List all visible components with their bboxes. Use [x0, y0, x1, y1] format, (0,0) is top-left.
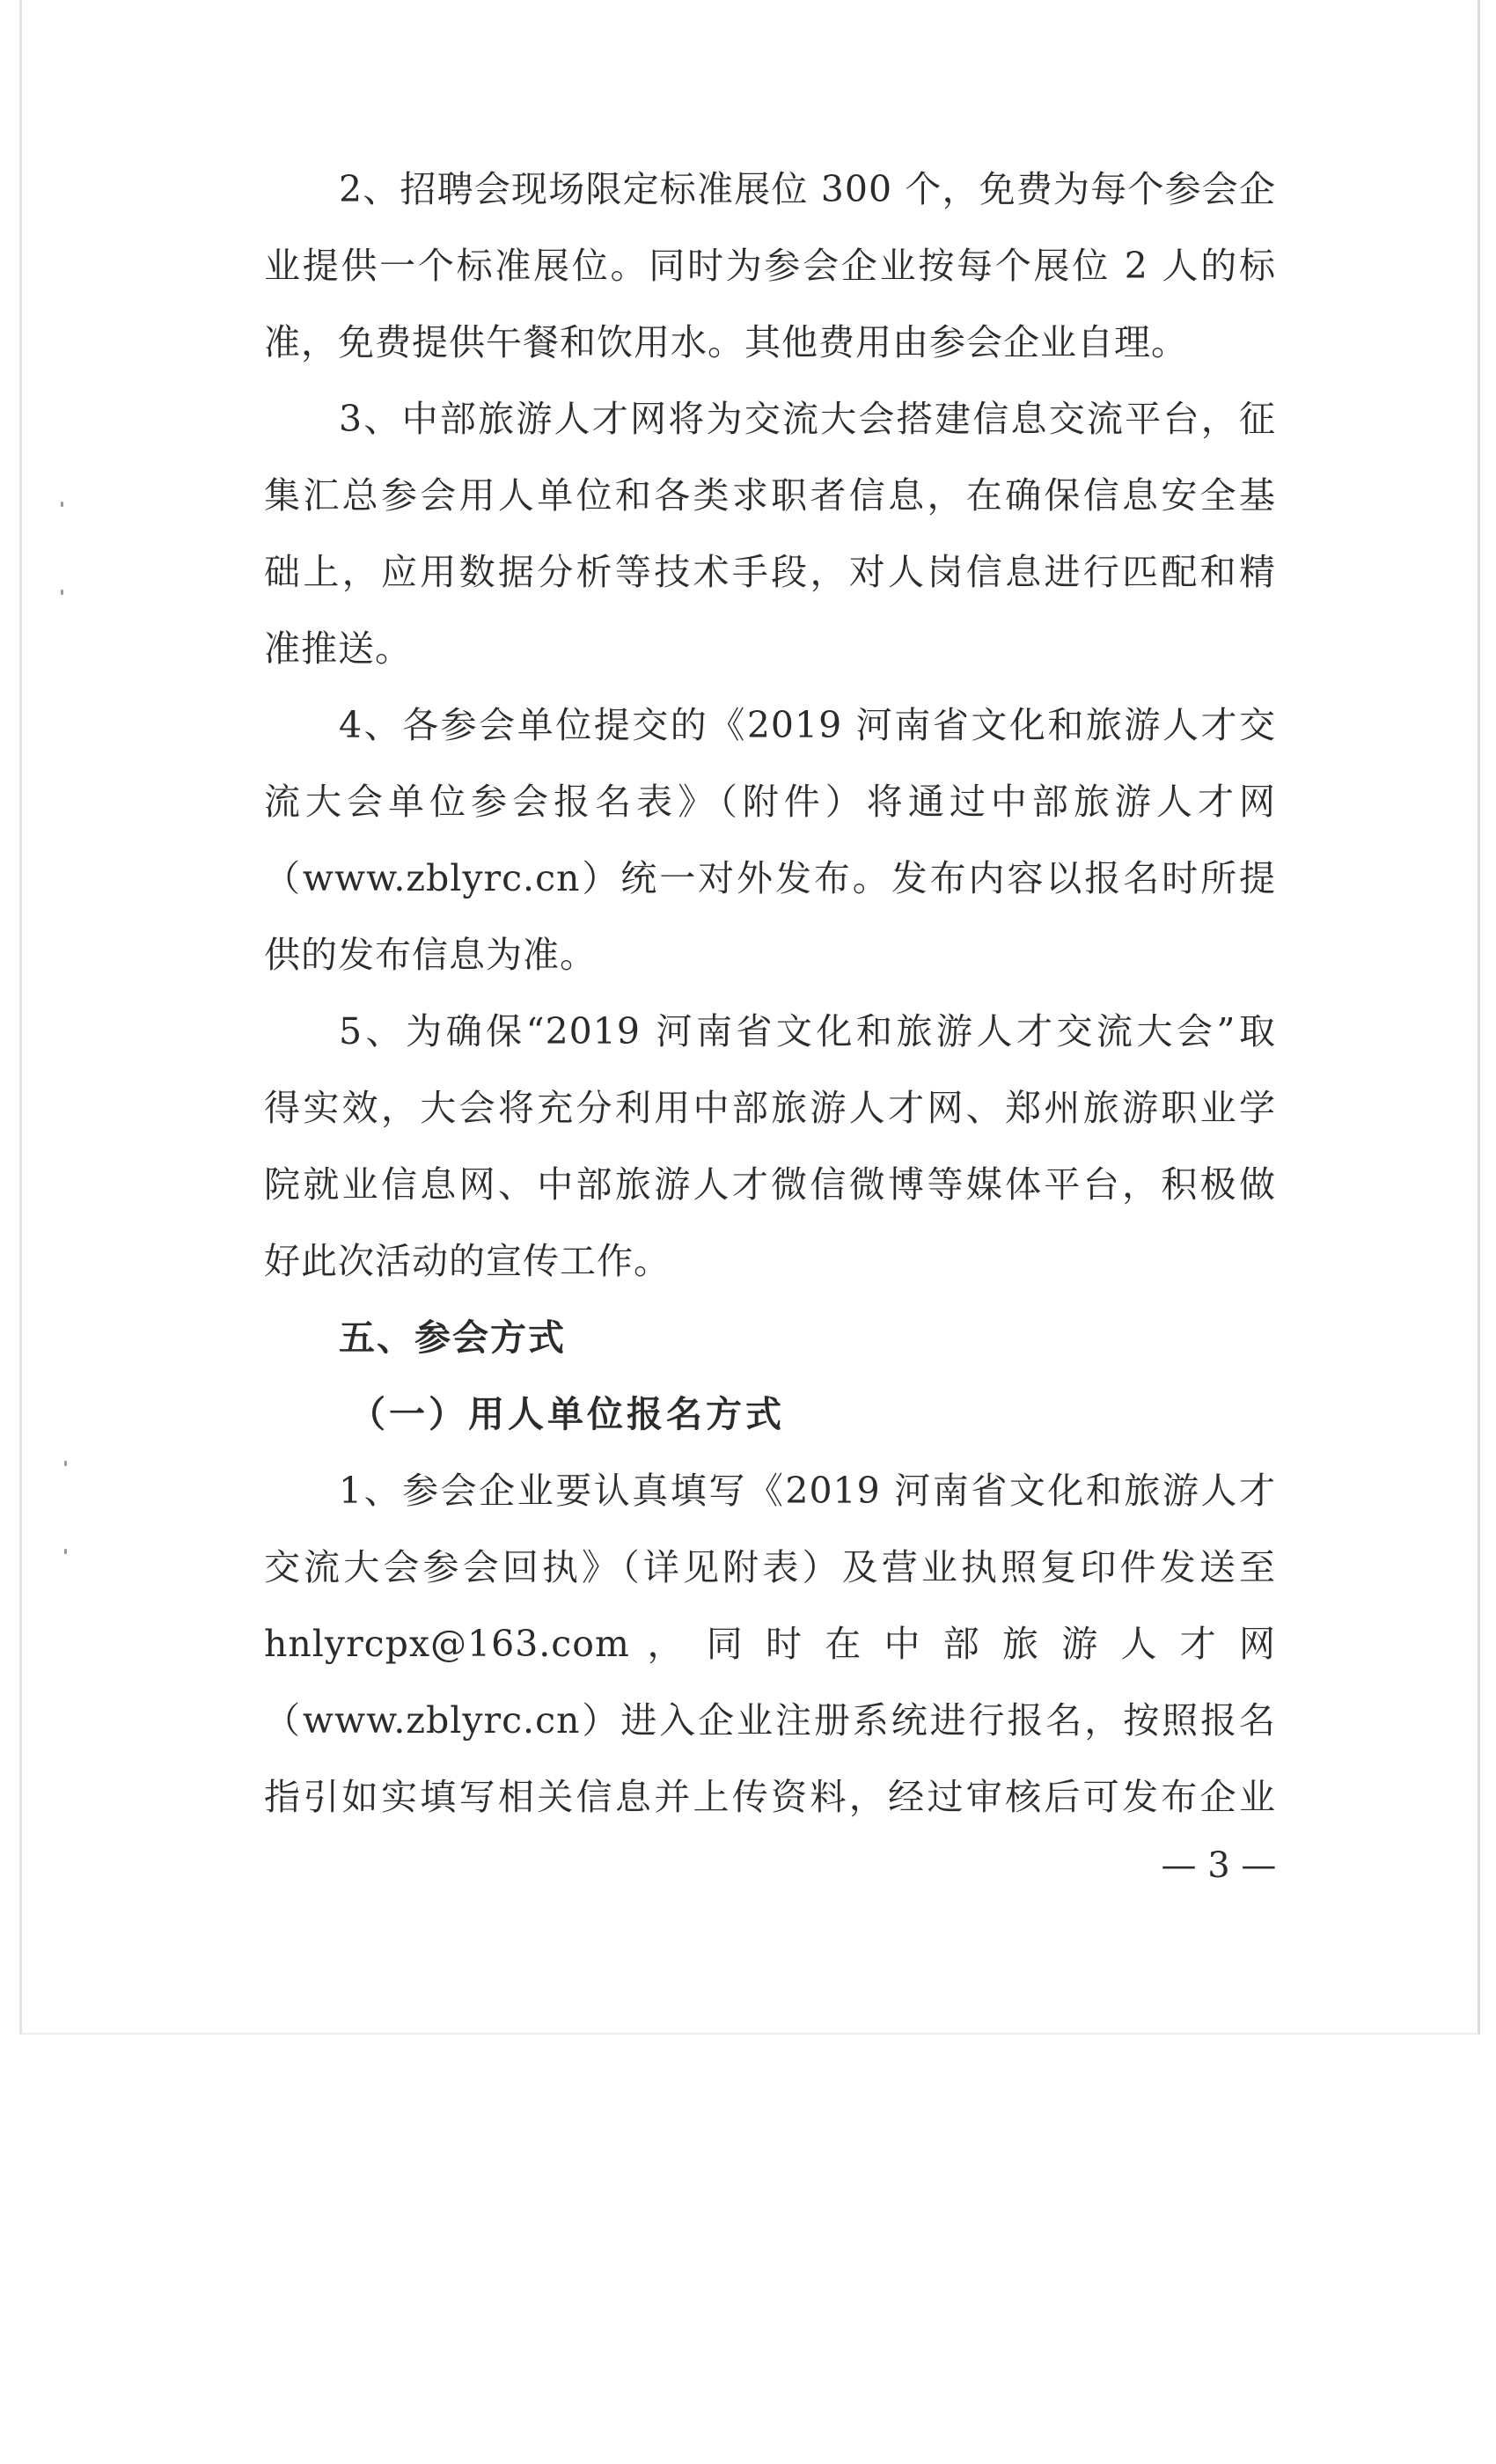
paragraph-line: 1、参会企业要认真填写《2019 河南省文化和旅游人才 — [339, 1470, 1276, 1512]
paragraph-line: （www.zblyrc.cn）进入企业注册系统进行报名，按照报名 — [264, 1699, 1276, 1742]
paragraph-line: 3、中部旅游人才网将为交流大会搭建信息交流平台，征 — [339, 398, 1276, 440]
paragraph-line: 指引如实填写相关信息并上传资料，经过审核后可发布企业 — [264, 1776, 1276, 1818]
paragraph-line: 好此次活动的宣传工作。 — [264, 1240, 671, 1282]
scan-artifact — [61, 590, 63, 595]
paragraph-line: 集汇总参会用人单位和各类求职者信息，在确保信息安全基 — [264, 474, 1276, 517]
page-number: — 3 — — [1161, 1845, 1277, 1886]
paragraph-line: （www.zblyrc.cn）统一对外发布。发布内容以报名时所提 — [264, 857, 1276, 899]
paragraph-line: 交流大会参会回执》（详见附表）及营业执照复印件发送至 — [264, 1546, 1276, 1588]
paragraph-line: 准推送。 — [264, 627, 412, 670]
scan-artifact — [61, 502, 63, 507]
paragraph-line: 供的发布信息为准。 — [264, 934, 597, 976]
paragraph-line: 院就业信息网、中部旅游人才微信微博等媒体平台，积极做 — [264, 1163, 1276, 1206]
paragraph-line: 5、为确保“2019 河南省文化和旅游人才交流大会”取 — [339, 1010, 1276, 1052]
paragraph-line: 流大会单位参会报名表》（附件）将通过中部旅游人才网 — [264, 781, 1276, 823]
scan-artifact — [64, 1549, 67, 1554]
scanned-page — [19, 0, 1480, 2035]
scan-artifact — [64, 1461, 67, 1466]
paragraph-line: 2、招聘会现场限定标准展位 300 个，免费为每个参会企 — [339, 168, 1276, 210]
paragraph-line: 础上，应用数据分析等技术手段，对人岗信息进行匹配和精 — [264, 551, 1276, 593]
paragraph-line: 业提供一个标准展位。同时为参会企业按每个展位 2 人的标 — [264, 245, 1276, 287]
section-heading: 五、参会方式 — [339, 1316, 566, 1359]
paragraph-line: hnlyrcpx@163.com ， 同 时 在 中 部 旅 游 人 才 网 — [264, 1623, 1276, 1665]
paragraph-line: 准，免费提供午餐和饮用水。其他费用由参会企业自理。 — [264, 321, 1188, 363]
paragraph-line: 得实效，大会将充分利用中部旅游人才网、郑州旅游职业学 — [264, 1087, 1276, 1129]
subsection-heading: （一）用人单位报名方式 — [349, 1393, 785, 1435]
paragraph-line: 4、各参会单位提交的《2019 河南省文化和旅游人才交 — [339, 704, 1276, 746]
